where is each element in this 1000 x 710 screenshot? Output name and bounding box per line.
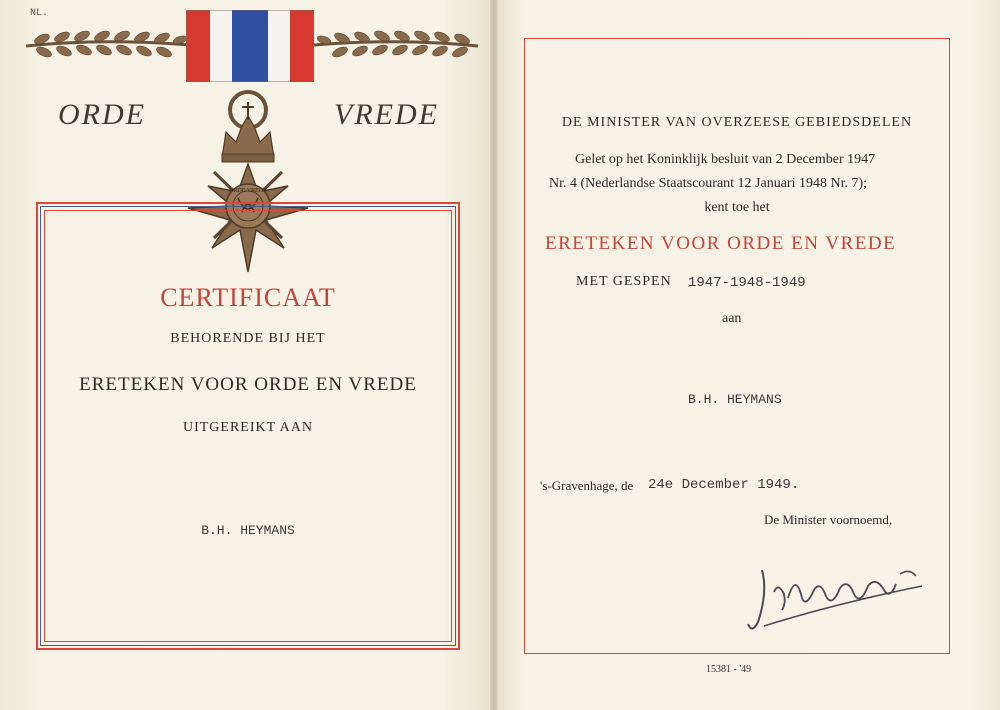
- clasps-years: 1947-1948-1949: [688, 275, 806, 291]
- signature-icon: [744, 552, 934, 638]
- signatory-line: De Minister voornoemd,: [764, 512, 893, 527]
- decree-line-2: Nr. 4 (Nederlandse Staatscourant 12 Januari 1948 Nr. 7);: [549, 176, 868, 191]
- to-label: aan: [722, 311, 742, 326]
- decree-line-1: Gelet op het Koninklijk besluit van 2 December 1947: [575, 152, 876, 167]
- decoration-name-left: ERETEKEN VOOR ORDE EN VREDE: [79, 374, 417, 395]
- laurel-branch-right-icon: [312, 28, 482, 62]
- issued-line: UITGEREIKT AAN: [182, 420, 313, 435]
- recipient-name-right: B.H. HEYMANS: [688, 392, 782, 407]
- page-fold: [490, 0, 498, 710]
- certificate-title: CERTIFICAAT: [160, 283, 336, 312]
- place-label: 's-Gravenhage, de: [540, 478, 634, 493]
- recipient-name-left: B.H. HEYMANS: [201, 523, 295, 538]
- reference-mark: NL.: [30, 8, 49, 19]
- laurel-branch-left-icon: [22, 28, 192, 62]
- medal-ribbon-icon: [186, 10, 314, 82]
- belonging-line: BEHORENDE BIJ HET: [170, 331, 326, 346]
- motto-right: VREDE: [334, 98, 439, 131]
- motto-left: ORDE: [58, 98, 146, 131]
- medal-inscription: ORDE VREDE: [229, 188, 267, 194]
- issue-date: 24e December 1949.: [648, 477, 800, 493]
- minister-heading: DE MINISTER VAN OVERZEESE GEBIEDSDELEN: [561, 115, 913, 130]
- clasps-label: MET GESPEN: [576, 274, 672, 289]
- print-code: 15381 - '49: [706, 664, 752, 675]
- decree-line-3: kent toe het: [704, 200, 770, 215]
- decoration-name-right: ERETEKEN VOOR ORDE EN VREDE: [545, 233, 897, 254]
